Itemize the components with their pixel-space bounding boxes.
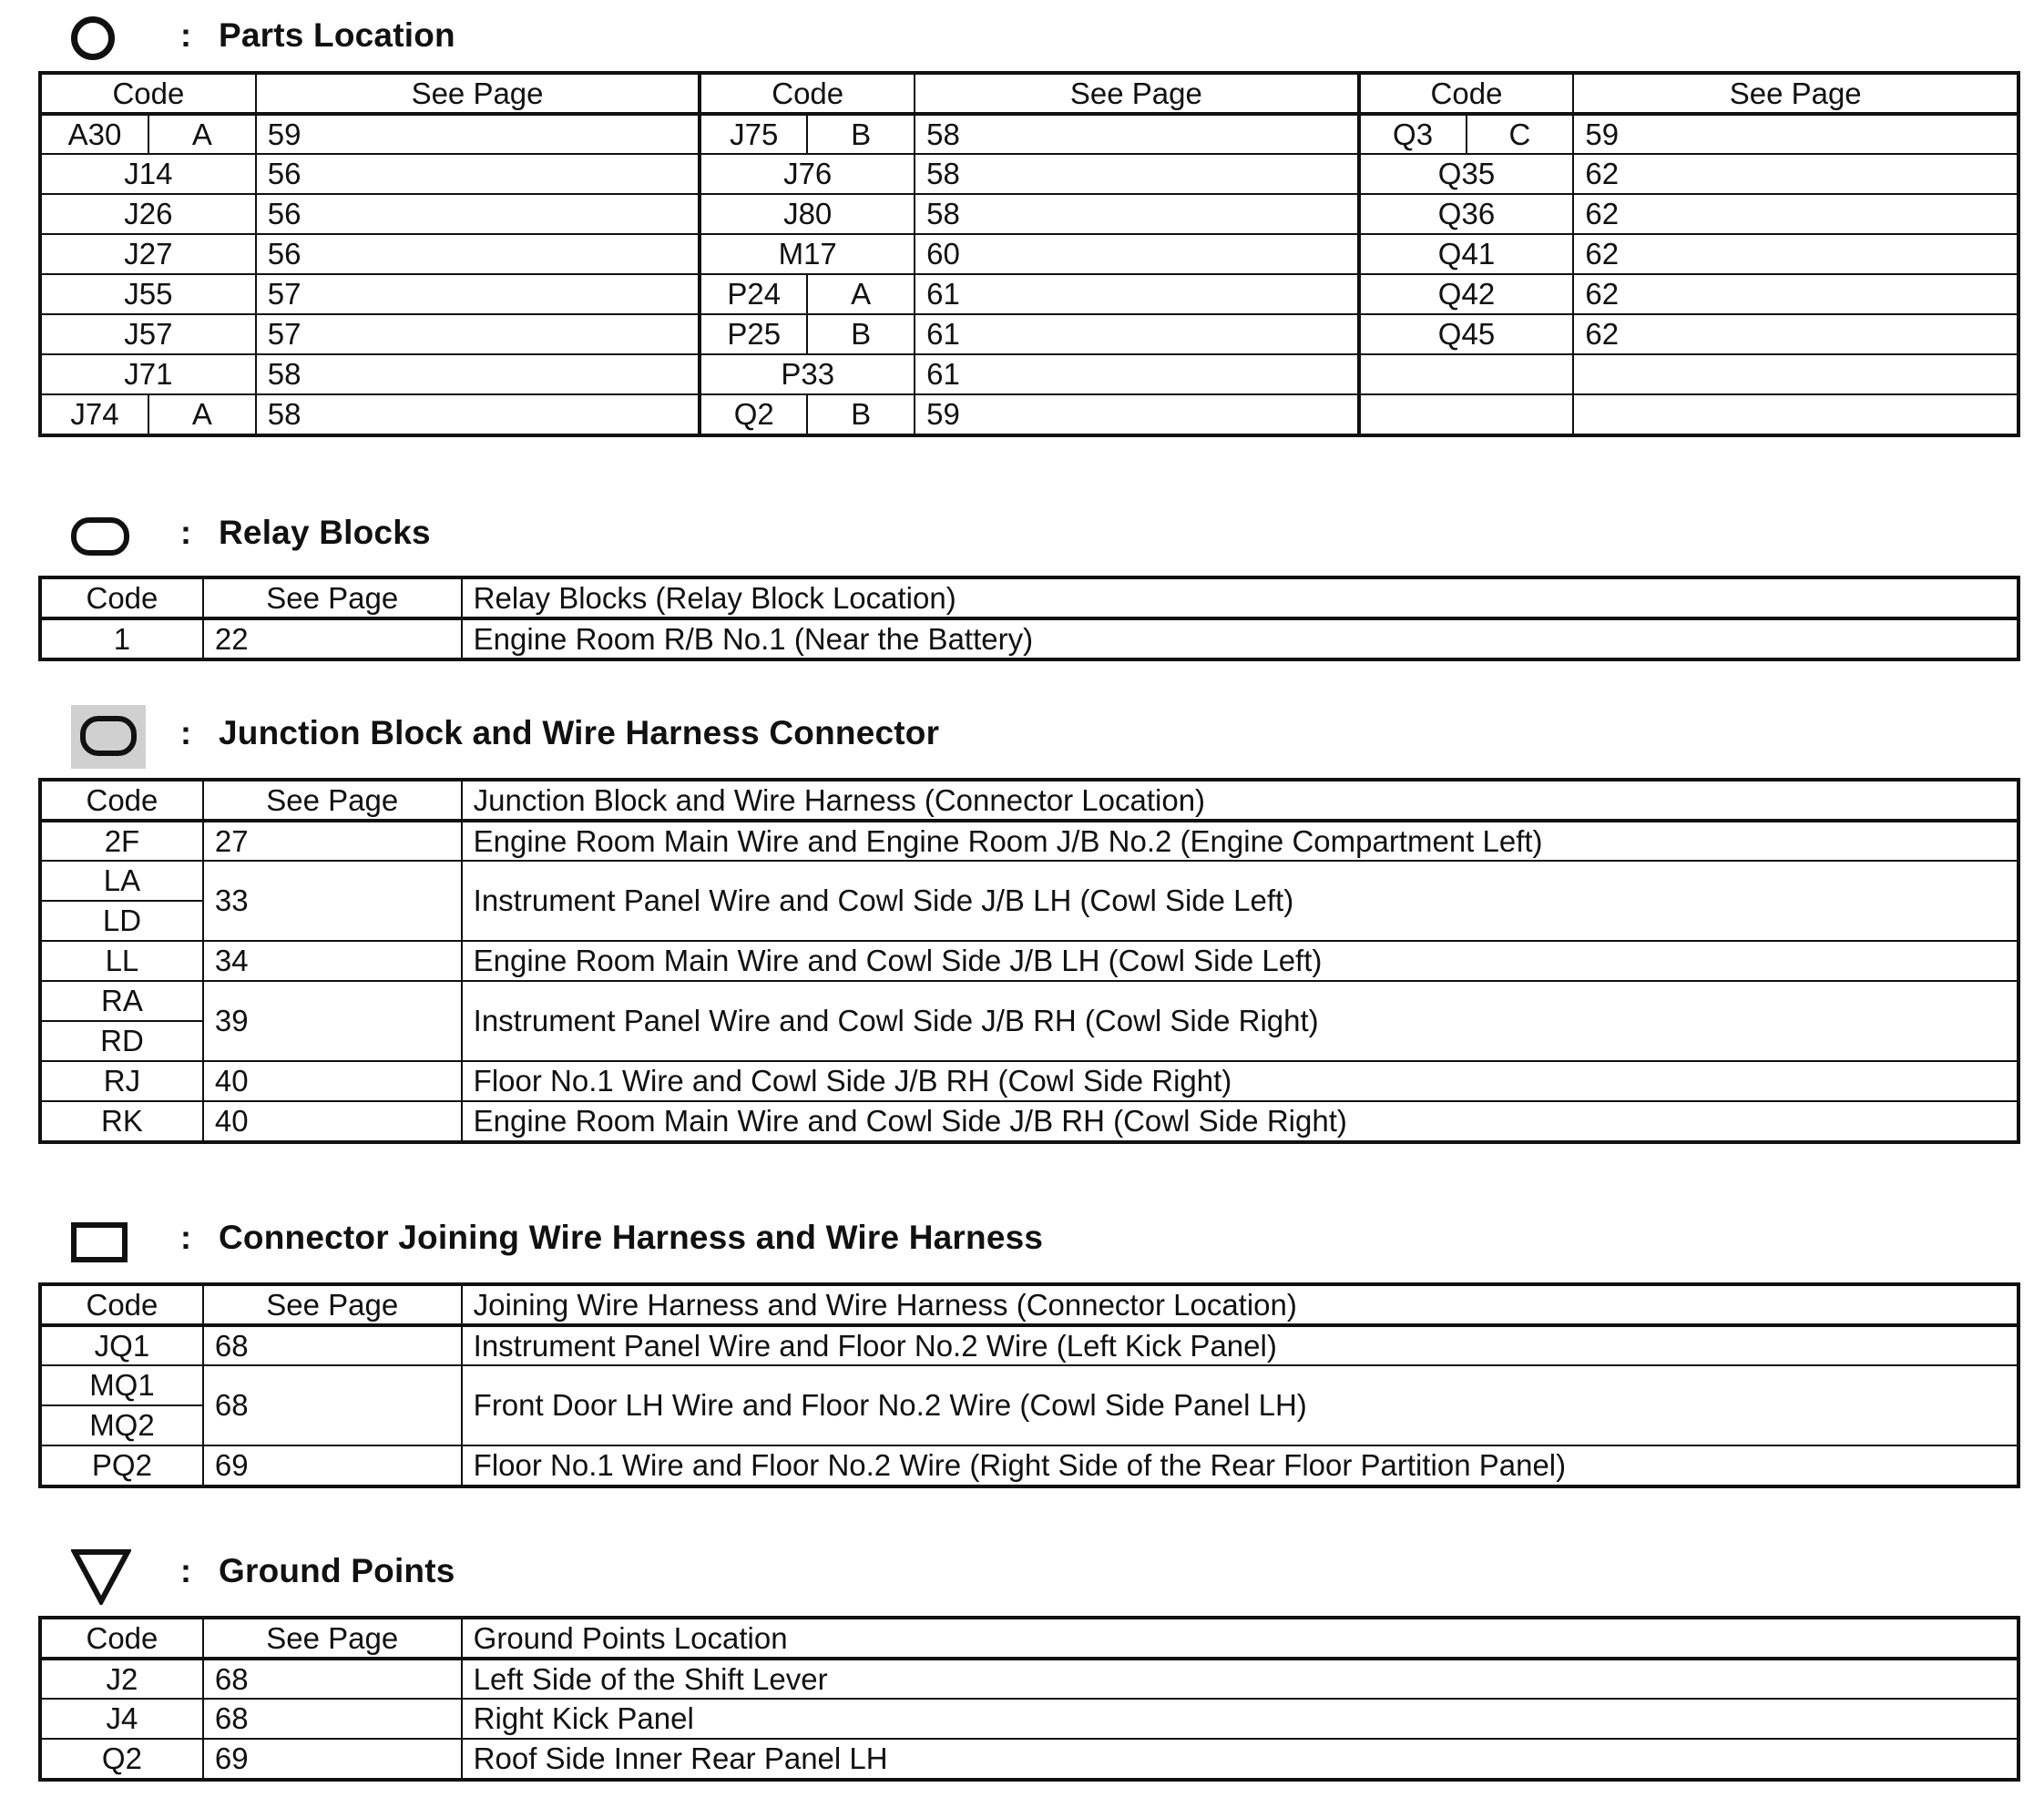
cell-code: RA	[41, 981, 203, 1021]
cell-description: Engine Room Main Wire and Cowl Side J/B LH (Cowl Side Left)	[462, 941, 2018, 981]
cell-code: Q2	[41, 1739, 203, 1779]
cell-code: Q2	[700, 394, 807, 434]
table-row	[41, 1445, 2018, 1486]
cell-page: 57	[256, 274, 700, 314]
table-row	[41, 394, 2018, 434]
section-title: Ground Points	[219, 1552, 455, 1589]
rounded-rectangle-symbol-icon	[71, 517, 129, 556]
table-header-row	[41, 1285, 2018, 1325]
cell-page: 56	[256, 234, 700, 274]
cell-page: 39	[203, 981, 462, 1061]
column-header-see-page: See Page	[203, 578, 462, 618]
cell-page: 68	[203, 1325, 462, 1365]
cell-page: 57	[256, 314, 700, 354]
cell-sub-code: B	[807, 394, 915, 434]
relay-blocks-table	[40, 577, 2018, 659]
cell-code	[1359, 354, 1574, 394]
cell-description: Front Door LH Wire and Floor No.2 Wire (Cowl Side Panel LH)	[462, 1365, 2018, 1445]
column-header-code: Code	[41, 781, 203, 821]
table-row	[41, 1699, 2018, 1739]
heading-colon: :	[180, 514, 191, 551]
column-header-see-page: See Page	[256, 74, 700, 114]
connector-joining-heading	[0, 1211, 2044, 1275]
cell-code: Q36	[1359, 194, 1574, 234]
cell-code: MQ1	[41, 1365, 203, 1405]
cell-code: Q42	[1359, 274, 1574, 314]
cell-code: 1	[41, 618, 203, 659]
cell-code: P25	[700, 314, 807, 354]
cell-code: A30	[41, 114, 148, 154]
cell-page: 58	[256, 394, 700, 434]
cell-page: 60	[915, 234, 1359, 274]
table-row	[41, 154, 2018, 194]
column-header-code: Code	[700, 74, 915, 114]
section-title: Parts Location	[219, 16, 455, 54]
table-row	[41, 941, 2018, 981]
cell-code: 2F	[41, 821, 203, 861]
table-row	[41, 1659, 2018, 1699]
cell-description: Instrument Panel Wire and Cowl Side J/B LH (Cowl Side Left)	[462, 861, 2018, 941]
cell-code: Q45	[1359, 314, 1574, 354]
cell-page	[1573, 394, 2018, 434]
parts-location-heading	[0, 9, 2044, 73]
cell-page: 61	[915, 354, 1359, 394]
cell-description: Right Kick Panel	[462, 1699, 2018, 1739]
cell-page: 40	[203, 1061, 462, 1101]
cell-description: Engine Room Main Wire and Cowl Side J/B RH (Cowl Side Right)	[462, 1101, 2018, 1141]
heading-colon: :	[180, 714, 191, 751]
column-header-see-page: See Page	[203, 1285, 462, 1325]
cell-description: Instrument Panel Wire and Floor No.2 Wire (Left Kick Panel)	[462, 1325, 2018, 1365]
table-header-row	[41, 1619, 2018, 1659]
table-header-row	[41, 781, 2018, 821]
junction-block-table	[40, 780, 2018, 1142]
cell-page: 40	[203, 1101, 462, 1141]
cell-sub-code: A	[148, 394, 256, 434]
cell-page: 58	[915, 194, 1359, 234]
cell-page: 59	[915, 394, 1359, 434]
column-header-description: Relay Blocks (Relay Block Location)	[462, 578, 2018, 618]
cell-page	[1573, 354, 2018, 394]
table-row	[41, 821, 2018, 861]
cell-code: Q41	[1359, 234, 1574, 274]
cell-code: M17	[700, 234, 915, 274]
section-title: Junction Block and Wire Harness Connector	[219, 714, 940, 751]
cell-description: Roof Side Inner Rear Panel LH	[462, 1739, 2018, 1779]
heading-colon: :	[180, 1219, 191, 1256]
cell-code: J26	[41, 194, 256, 234]
cell-code: RK	[41, 1101, 203, 1141]
cell-page: 58	[256, 354, 700, 394]
cell-page: 62	[1573, 314, 2018, 354]
cell-page: 69	[203, 1445, 462, 1486]
ground-points-table	[40, 1618, 2018, 1780]
cell-page: 56	[256, 194, 700, 234]
column-header-code: Code	[1359, 74, 1574, 114]
cell-page: 22	[203, 618, 462, 659]
cell-code: LL	[41, 941, 203, 981]
table-row	[41, 1101, 2018, 1141]
cell-code: JQ1	[41, 1325, 203, 1365]
cell-code: J4	[41, 1699, 203, 1739]
cell-code: Q35	[1359, 154, 1574, 194]
cell-code: J2	[41, 1659, 203, 1699]
rectangle-symbol-icon	[71, 1222, 128, 1262]
table-row	[41, 861, 2018, 901]
cell-code: LD	[41, 901, 203, 941]
table-row	[41, 274, 2018, 314]
table-row	[41, 1365, 2018, 1405]
heading-colon: :	[180, 1552, 191, 1589]
cell-page: 34	[203, 941, 462, 981]
table-header-row	[41, 578, 2018, 618]
cell-code: MQ2	[41, 1405, 203, 1445]
circle-symbol-icon	[71, 16, 115, 60]
cell-page: 68	[203, 1699, 462, 1739]
cell-page: 62	[1573, 154, 2018, 194]
cell-page: 56	[256, 154, 700, 194]
column-header-code: Code	[41, 1619, 203, 1659]
shaded-rounded-rectangle-symbol-icon	[71, 705, 146, 769]
cell-sub-code: B	[807, 314, 915, 354]
cell-code: RD	[41, 1021, 203, 1061]
column-header-see-page: See Page	[203, 781, 462, 821]
table-row	[41, 194, 2018, 234]
cell-description: Engine Room Main Wire and Engine Room J/B No.2 (Engine Compartment Left)	[462, 821, 2018, 861]
table-row	[41, 354, 2018, 394]
column-header-description: Ground Points Location	[462, 1619, 2018, 1659]
cell-code: J55	[41, 274, 256, 314]
relay-blocks-heading	[0, 506, 2044, 570]
table-row	[41, 1061, 2018, 1101]
cell-sub-code: C	[1467, 114, 1574, 154]
cell-page: 59	[256, 114, 700, 154]
column-header-description: Junction Block and Wire Harness (Connector Location)	[462, 781, 2018, 821]
cell-page: 61	[915, 274, 1359, 314]
cell-code: J27	[41, 234, 256, 274]
cell-description: Floor No.1 Wire and Floor No.2 Wire (Right Side of the Rear Floor Partition Panel)	[462, 1445, 2018, 1486]
table-row	[41, 114, 2018, 154]
cell-code: P24	[700, 274, 807, 314]
parts-location-table	[40, 73, 2018, 435]
table-row	[41, 618, 2018, 659]
cell-sub-code: A	[807, 274, 915, 314]
heading-colon: :	[180, 16, 191, 54]
cell-code: LA	[41, 861, 203, 901]
column-header-see-page: See Page	[203, 1619, 462, 1659]
cell-code: J14	[41, 154, 256, 194]
cell-page: 62	[1573, 194, 2018, 234]
junction-block-heading	[0, 707, 2044, 771]
cell-code	[1359, 394, 1574, 434]
table-row	[41, 1739, 2018, 1779]
cell-page: 27	[203, 821, 462, 861]
cell-page: 61	[915, 314, 1359, 354]
section-title: Connector Joining Wire Harness and Wire Harness	[219, 1219, 1044, 1256]
ground-points-heading	[0, 1545, 2044, 1609]
table-header-row	[41, 74, 2018, 114]
cell-description: Engine Room R/B No.1 (Near the Battery)	[462, 618, 2018, 659]
cell-sub-code: A	[148, 114, 256, 154]
table-row	[41, 1325, 2018, 1365]
cell-code: RJ	[41, 1061, 203, 1101]
table-row	[41, 314, 2018, 354]
table-row	[41, 981, 2018, 1021]
cell-code: P33	[700, 354, 915, 394]
cell-page: 58	[915, 114, 1359, 154]
section-title: Relay Blocks	[219, 514, 431, 551]
cell-page: 59	[1573, 114, 2018, 154]
cell-code: J75	[700, 114, 807, 154]
cell-page: 58	[915, 154, 1359, 194]
cell-description: Left Side of the Shift Lever	[462, 1659, 2018, 1699]
cell-code: J74	[41, 394, 148, 434]
cell-page: 68	[203, 1365, 462, 1445]
cell-page: 69	[203, 1739, 462, 1779]
cell-code: J80	[700, 194, 915, 234]
column-header-description: Joining Wire Harness and Wire Harness (Connector Location)	[462, 1285, 2018, 1325]
cell-page: 62	[1573, 234, 2018, 274]
connector-joining-table	[40, 1284, 2018, 1486]
cell-code: J57	[41, 314, 256, 354]
cell-code: PQ2	[41, 1445, 203, 1486]
cell-page: 62	[1573, 274, 2018, 314]
column-header-code: Code	[41, 578, 203, 618]
cell-page: 68	[203, 1659, 462, 1699]
cell-code: Q3	[1359, 114, 1467, 154]
cell-description: Floor No.1 Wire and Cowl Side J/B RH (Cowl Side Right)	[462, 1061, 2018, 1101]
cell-code: J71	[41, 354, 256, 394]
triangle-symbol-icon	[71, 1548, 131, 1605]
column-header-code: Code	[41, 74, 256, 114]
column-header-code: Code	[41, 1285, 203, 1325]
cell-page: 33	[203, 861, 462, 941]
column-header-see-page: See Page	[1573, 74, 2018, 114]
column-header-see-page: See Page	[915, 74, 1359, 114]
cell-description: Instrument Panel Wire and Cowl Side J/B RH (Cowl Side Right)	[462, 981, 2018, 1061]
table-row	[41, 234, 2018, 274]
cell-code: J76	[700, 154, 915, 194]
cell-sub-code: B	[807, 114, 915, 154]
